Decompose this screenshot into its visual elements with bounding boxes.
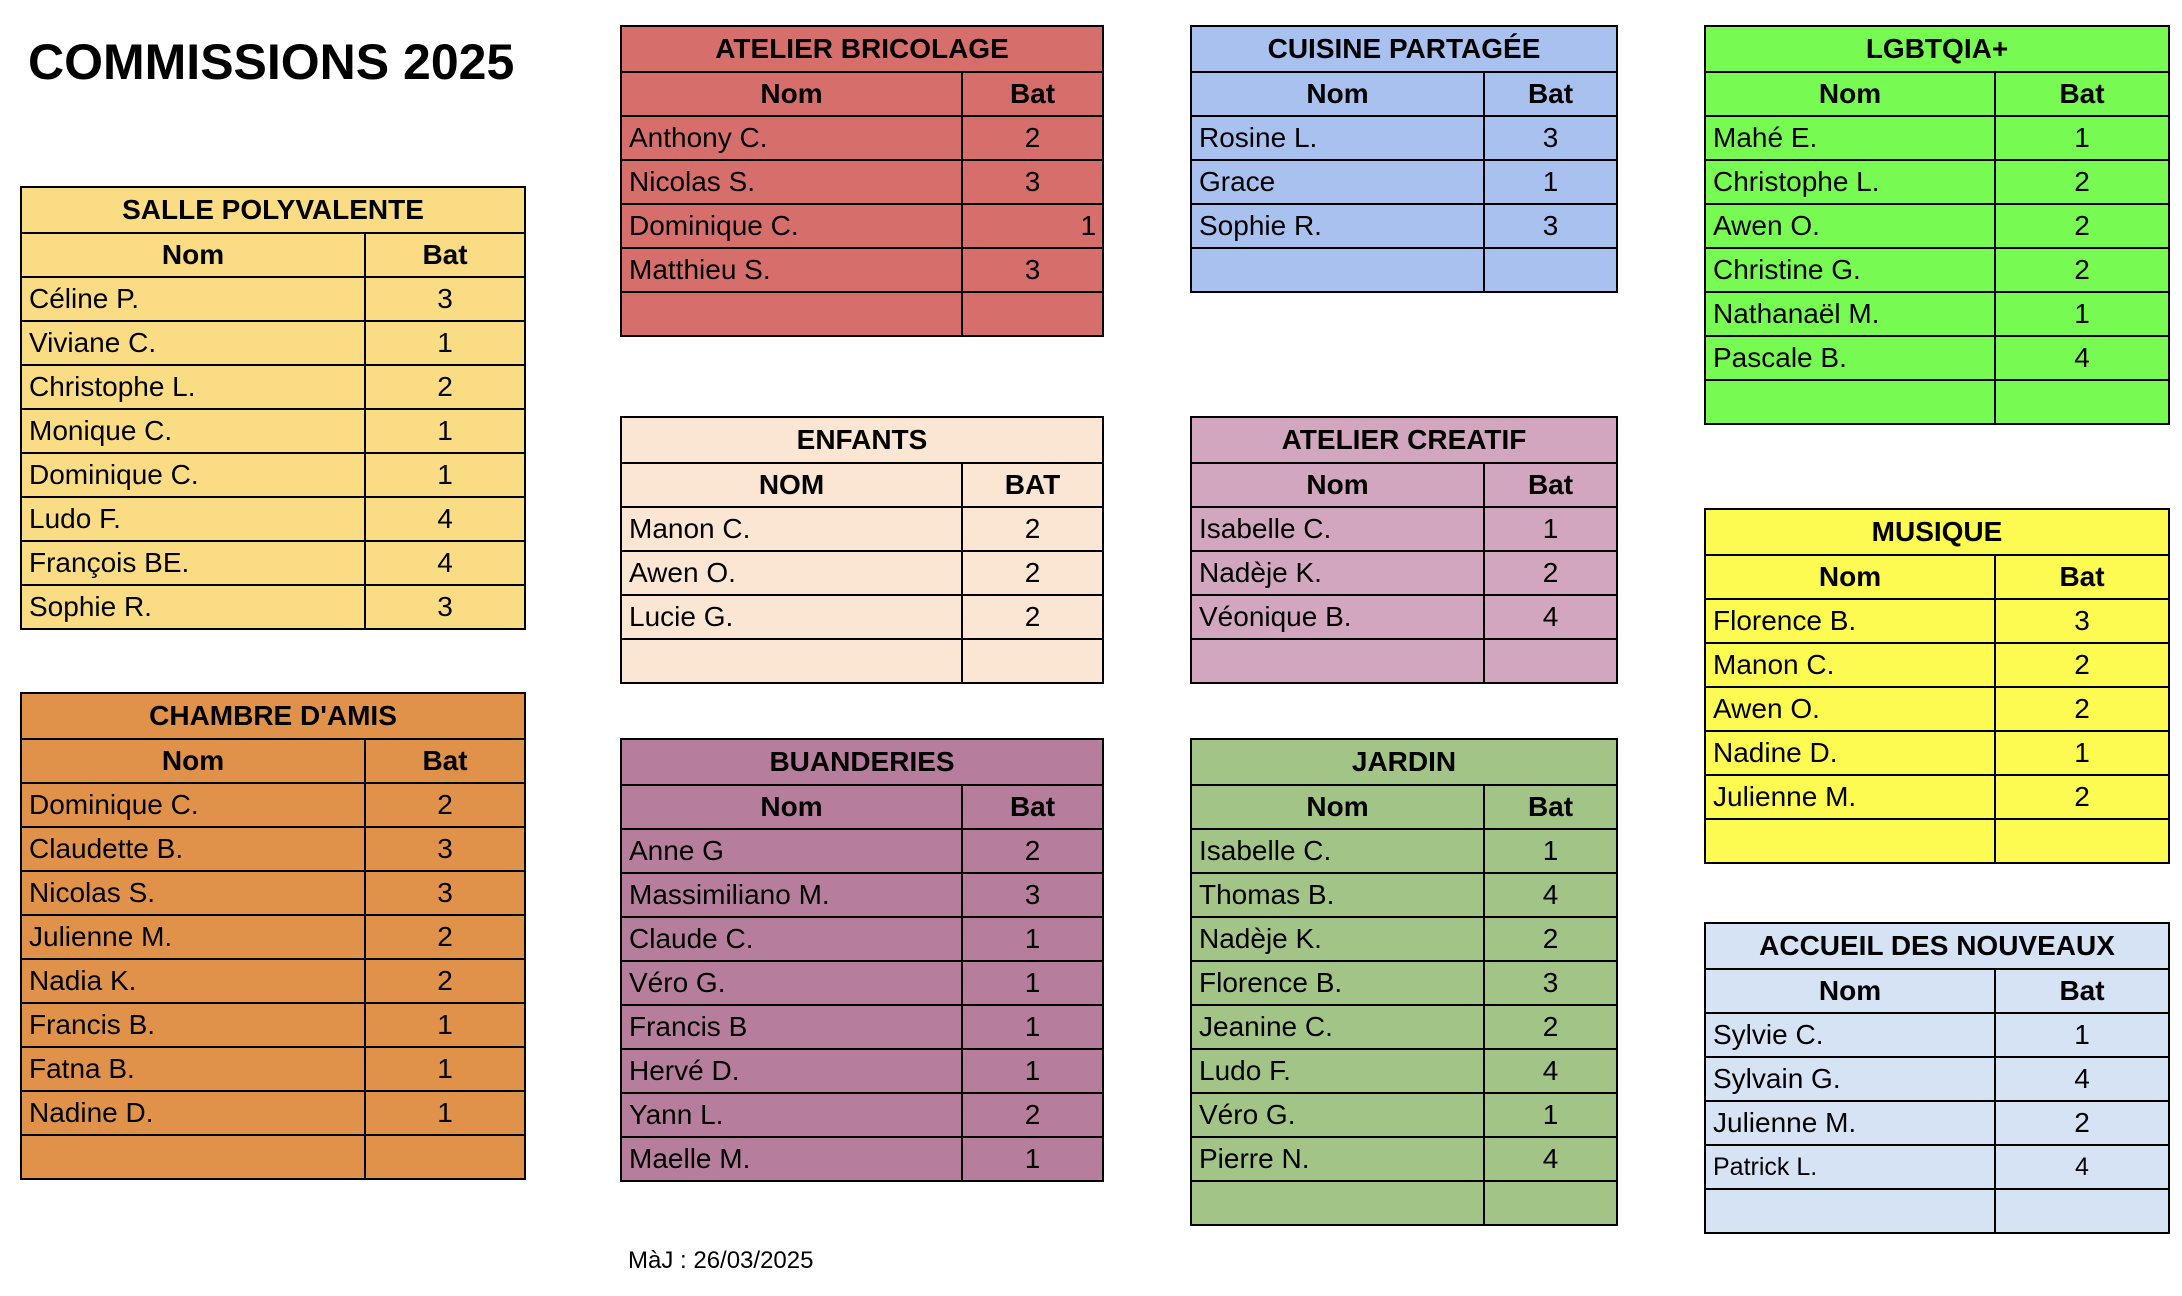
- table-row: [1705, 1145, 2169, 1189]
- member-name-cell: Christophe L.: [21, 365, 365, 409]
- building-number-cell: 4: [1484, 595, 1617, 639]
- column-header-name: NOM: [621, 463, 962, 507]
- table-row: [21, 871, 525, 915]
- table-title: JARDIN: [1191, 739, 1617, 785]
- table-row: [1191, 116, 1617, 160]
- commission-table-enfants: [620, 416, 1104, 684]
- table-row: [1705, 687, 2169, 731]
- table-row: [1705, 819, 2169, 863]
- table-title-row: [1191, 26, 1617, 72]
- building-number-cell: 3: [1995, 599, 2169, 643]
- member-name-cell: [621, 639, 962, 683]
- column-header-bat: Bat: [1484, 72, 1617, 116]
- member-name-cell: Pierre N.: [1191, 1137, 1484, 1181]
- table-title: ATELIER CREATIF: [1191, 417, 1617, 463]
- table-title: MUSIQUE: [1705, 509, 2169, 555]
- member-name-cell: Sylvie C.: [1705, 1013, 1995, 1057]
- building-number-cell: 4: [1484, 873, 1617, 917]
- member-name-cell: Nathanaël M.: [1705, 292, 1995, 336]
- building-number-cell: 3: [365, 871, 525, 915]
- table-row: [1705, 336, 2169, 380]
- table-row: [621, 248, 1103, 292]
- table-row: [1191, 551, 1617, 595]
- column-header-bat: Bat: [365, 233, 525, 277]
- table-title: SALLE POLYVALENTE: [21, 187, 525, 233]
- table-row: [1191, 639, 1617, 683]
- table-row: [21, 585, 525, 629]
- column-header-name: Nom: [1191, 72, 1484, 116]
- table-row: [621, 1005, 1103, 1049]
- table-row: [621, 1093, 1103, 1137]
- building-number-cell: 4: [1995, 336, 2169, 380]
- table-row: [621, 116, 1103, 160]
- table-title: ATELIER BRICOLAGE: [621, 26, 1103, 72]
- member-name-cell: [1191, 639, 1484, 683]
- table-row: [1705, 643, 2169, 687]
- member-name-cell: Mahé E.: [1705, 116, 1995, 160]
- building-number-cell: 1: [1995, 292, 2169, 336]
- building-number-cell: 1: [365, 1003, 525, 1047]
- table-row: [621, 829, 1103, 873]
- building-number-cell: 4: [365, 497, 525, 541]
- member-name-cell: Sophie R.: [21, 585, 365, 629]
- table-row: [1191, 873, 1617, 917]
- table-row: [1191, 595, 1617, 639]
- building-number-cell: 3: [1484, 961, 1617, 1005]
- building-number-cell: 1: [962, 1137, 1103, 1181]
- member-name-cell: Awen O.: [1705, 687, 1995, 731]
- member-name-cell: [21, 1135, 365, 1179]
- building-number-cell: [1484, 248, 1617, 292]
- member-name-cell: Dominique C.: [621, 204, 962, 248]
- building-number-cell: 1: [1484, 507, 1617, 551]
- member-name-cell: Isabelle C.: [1191, 507, 1484, 551]
- commission-table-buanderies: [620, 738, 1104, 1182]
- update-date-note: MàJ : 26/03/2025: [628, 1247, 814, 1274]
- table-row: [21, 1047, 525, 1091]
- building-number-cell: 1: [962, 204, 1103, 248]
- building-number-cell: 4: [1484, 1137, 1617, 1181]
- table-row: [21, 321, 525, 365]
- table-row: [1705, 731, 2169, 775]
- table-row: [21, 541, 525, 585]
- member-name-cell: Dominique C.: [21, 453, 365, 497]
- table-header-row: [1191, 463, 1617, 507]
- building-number-cell: [1995, 1189, 2169, 1233]
- member-name-cell: Julienne M.: [1705, 775, 1995, 819]
- member-name-cell: [1705, 819, 1995, 863]
- building-number-cell: 2: [1484, 551, 1617, 595]
- table-row: [21, 827, 525, 871]
- table-header-row: [621, 785, 1103, 829]
- column-header-name: Nom: [21, 233, 365, 277]
- member-name-cell: Julienne M.: [21, 915, 365, 959]
- table-title: ACCUEIL DES NOUVEAUX: [1705, 923, 2169, 969]
- building-number-cell: 2: [1995, 643, 2169, 687]
- member-name-cell: Anthony C.: [621, 116, 962, 160]
- member-name-cell: Awen O.: [1705, 204, 1995, 248]
- table-title: CUISINE PARTAGÉE: [1191, 26, 1617, 72]
- table-row: [21, 783, 525, 827]
- table-row: [21, 915, 525, 959]
- table-row: [1705, 1057, 2169, 1101]
- building-number-cell: 3: [962, 160, 1103, 204]
- building-number-cell: 2: [962, 116, 1103, 160]
- member-name-cell: Ludo F.: [21, 497, 365, 541]
- commission-table-atelier-creatif: [1190, 416, 1618, 684]
- table-row: [1705, 116, 2169, 160]
- building-number-cell: 3: [1484, 204, 1617, 248]
- table-row: [21, 1135, 525, 1179]
- table-row: [621, 292, 1103, 336]
- building-number-cell: 1: [1995, 1013, 2169, 1057]
- member-name-cell: Awen O.: [621, 551, 962, 595]
- member-name-cell: Véro G.: [1191, 1093, 1484, 1137]
- member-name-cell: Claude C.: [621, 917, 962, 961]
- building-number-cell: 2: [1995, 248, 2169, 292]
- table-row: [1191, 917, 1617, 961]
- column-header-name: Nom: [1705, 72, 1995, 116]
- building-number-cell: 4: [1484, 1049, 1617, 1093]
- member-name-cell: Maelle M.: [621, 1137, 962, 1181]
- table-row: [1191, 1093, 1617, 1137]
- table-title-row: [1705, 26, 2169, 72]
- member-name-cell: Monique C.: [21, 409, 365, 453]
- column-header-name: Nom: [1191, 463, 1484, 507]
- table-title-row: [1191, 739, 1617, 785]
- member-name-cell: Isabelle C.: [1191, 829, 1484, 873]
- table-row: [621, 160, 1103, 204]
- member-name-cell: Florence B.: [1705, 599, 1995, 643]
- column-header-bat: Bat: [365, 739, 525, 783]
- member-name-cell: Massimiliano M.: [621, 873, 962, 917]
- building-number-cell: 3: [365, 827, 525, 871]
- member-name-cell: Pascale B.: [1705, 336, 1995, 380]
- table-row: [621, 961, 1103, 1005]
- table-row: [21, 1003, 525, 1047]
- building-number-cell: 1: [1995, 731, 2169, 775]
- member-name-cell: Manon C.: [1705, 643, 1995, 687]
- column-header-bat: Bat: [1995, 555, 2169, 599]
- table-title-row: [21, 187, 525, 233]
- member-name-cell: Christine G.: [1705, 248, 1995, 292]
- member-name-cell: Nicolas S.: [621, 160, 962, 204]
- building-number-cell: 2: [1484, 1005, 1617, 1049]
- building-number-cell: 1: [1484, 829, 1617, 873]
- building-number-cell: 1: [1484, 160, 1617, 204]
- building-number-cell: [962, 292, 1103, 336]
- page-title: COMMISSIONS 2025: [28, 34, 515, 90]
- building-number-cell: 1: [962, 917, 1103, 961]
- table-row: [621, 507, 1103, 551]
- building-number-cell: 2: [1995, 775, 2169, 819]
- table-header-row: [1705, 555, 2169, 599]
- column-header-name: Nom: [1705, 555, 1995, 599]
- table-row: [1191, 204, 1617, 248]
- table-row: [1191, 829, 1617, 873]
- building-number-cell: 2: [365, 365, 525, 409]
- table-row: [1191, 961, 1617, 1005]
- table-row: [1705, 292, 2169, 336]
- member-name-cell: Grace: [1191, 160, 1484, 204]
- column-header-name: Nom: [21, 739, 365, 783]
- table-row: [1191, 1049, 1617, 1093]
- member-name-cell: Sophie R.: [1191, 204, 1484, 248]
- table-row: [621, 1049, 1103, 1093]
- member-name-cell: Julienne M.: [1705, 1101, 1995, 1145]
- member-name-cell: Céline P.: [21, 277, 365, 321]
- building-number-cell: 2: [1995, 160, 2169, 204]
- building-number-cell: 1: [365, 321, 525, 365]
- member-name-cell: Thomas B.: [1191, 873, 1484, 917]
- table-header-row: [21, 739, 525, 783]
- table-row: [1705, 204, 2169, 248]
- building-number-cell: 1: [962, 1049, 1103, 1093]
- building-number-cell: 2: [1995, 687, 2169, 731]
- member-name-cell: Jeanine C.: [1191, 1005, 1484, 1049]
- member-name-cell: Lucie G.: [621, 595, 962, 639]
- building-number-cell: 2: [962, 507, 1103, 551]
- member-name-cell: [621, 292, 962, 336]
- building-number-cell: 1: [962, 961, 1103, 1005]
- table-row: [1191, 507, 1617, 551]
- member-name-cell: Florence B.: [1191, 961, 1484, 1005]
- table-header-row: [1191, 785, 1617, 829]
- member-name-cell: Fatna B.: [21, 1047, 365, 1091]
- column-header-name: Nom: [1705, 969, 1995, 1013]
- table-row: [621, 204, 1103, 248]
- building-number-cell: 2: [1995, 1101, 2169, 1145]
- building-number-cell: 2: [1995, 204, 2169, 248]
- table-row: [621, 1137, 1103, 1181]
- member-name-cell: [1705, 380, 1995, 424]
- building-number-cell: 1: [365, 453, 525, 497]
- member-name-cell: Hervé D.: [621, 1049, 962, 1093]
- building-number-cell: [1995, 819, 2169, 863]
- commission-table-accueil-nouveaux: [1704, 922, 2170, 1234]
- table-row: [21, 497, 525, 541]
- table-row: [1191, 1005, 1617, 1049]
- table-row: [1705, 775, 2169, 819]
- table-title-row: [21, 693, 525, 739]
- building-number-cell: 1: [1484, 1093, 1617, 1137]
- member-name-cell: Matthieu S.: [621, 248, 962, 292]
- table-header-row: [621, 72, 1103, 116]
- table-row: [1705, 1013, 2169, 1057]
- table-row: [621, 639, 1103, 683]
- building-number-cell: 2: [962, 1093, 1103, 1137]
- commission-table-salle-polyvalente: [20, 186, 526, 630]
- table-row: [1705, 599, 2169, 643]
- building-number-cell: [365, 1135, 525, 1179]
- column-header-name: Nom: [1191, 785, 1484, 829]
- building-number-cell: 2: [365, 959, 525, 1003]
- building-number-cell: 3: [1484, 116, 1617, 160]
- table-row: [21, 453, 525, 497]
- member-name-cell: Nadine D.: [1705, 731, 1995, 775]
- column-header-bat: Bat: [962, 72, 1103, 116]
- column-header-bat: Bat: [1484, 463, 1617, 507]
- column-header-bat: Bat: [1995, 72, 2169, 116]
- table-row: [621, 551, 1103, 595]
- table-title: BUANDERIES: [621, 739, 1103, 785]
- commission-table-musique: [1704, 508, 2170, 864]
- table-header-row: [621, 463, 1103, 507]
- table-row: [21, 365, 525, 409]
- table-row: [1705, 1189, 2169, 1233]
- building-number-cell: 3: [365, 585, 525, 629]
- building-number-cell: 1: [1995, 116, 2169, 160]
- building-number-cell: 3: [962, 248, 1103, 292]
- building-number-cell: [1484, 1181, 1617, 1225]
- member-name-cell: [1705, 1189, 1995, 1233]
- member-name-cell: Rosine L.: [1191, 116, 1484, 160]
- member-name-cell: Manon C.: [621, 507, 962, 551]
- member-name-cell: Claudette B.: [21, 827, 365, 871]
- table-header-row: [21, 233, 525, 277]
- building-number-cell: 4: [365, 541, 525, 585]
- building-number-cell: 1: [365, 1047, 525, 1091]
- commission-table-jardin: [1190, 738, 1618, 1226]
- member-name-cell: Francis B.: [21, 1003, 365, 1047]
- table-row: [21, 1091, 525, 1135]
- building-number-cell: 2: [365, 915, 525, 959]
- table-title-row: [621, 417, 1103, 463]
- table-row: [1705, 1101, 2169, 1145]
- member-name-cell: François BE.: [21, 541, 365, 585]
- column-header-name: Nom: [621, 785, 962, 829]
- building-number-cell: 2: [365, 783, 525, 827]
- member-name-cell: Nadia K.: [21, 959, 365, 1003]
- table-row: [621, 917, 1103, 961]
- commission-table-atelier-bricolage: [620, 25, 1104, 337]
- table-header-row: [1191, 72, 1617, 116]
- building-number-cell: 1: [365, 1091, 525, 1135]
- column-header-bat: BAT: [962, 463, 1103, 507]
- building-number-cell: 2: [1484, 917, 1617, 961]
- commission-table-chambre-amis: [20, 692, 526, 1180]
- member-name-cell: Ludo F.: [1191, 1049, 1484, 1093]
- column-header-bat: Bat: [1995, 969, 2169, 1013]
- member-name-cell: Francis B: [621, 1005, 962, 1049]
- table-row: [1705, 248, 2169, 292]
- member-name-cell: Véro G.: [621, 961, 962, 1005]
- member-name-cell: [1191, 248, 1484, 292]
- building-number-cell: 1: [365, 409, 525, 453]
- table-row: [1705, 160, 2169, 204]
- member-name-cell: Christophe L.: [1705, 160, 1995, 204]
- table-header-row: [1705, 969, 2169, 1013]
- table-row: [21, 277, 525, 321]
- table-title-row: [1705, 923, 2169, 969]
- commission-table-cuisine-partagee: [1190, 25, 1618, 293]
- table-title-row: [621, 739, 1103, 785]
- building-number-cell: [1995, 380, 2169, 424]
- column-header-name: Nom: [621, 72, 962, 116]
- building-number-cell: 1: [962, 1005, 1103, 1049]
- table-row: [21, 959, 525, 1003]
- table-row: [1191, 1181, 1617, 1225]
- member-name-cell: Viviane C.: [21, 321, 365, 365]
- building-number-cell: 4: [1995, 1057, 2169, 1101]
- building-number-cell: 2: [962, 551, 1103, 595]
- building-number-cell: [962, 639, 1103, 683]
- member-name-cell: Patrick L.: [1705, 1145, 1995, 1189]
- member-name-cell: Véonique B.: [1191, 595, 1484, 639]
- building-number-cell: [1484, 639, 1617, 683]
- table-row: [1191, 248, 1617, 292]
- commission-table-lgbtqia: [1704, 25, 2170, 425]
- member-name-cell: Yann L.: [621, 1093, 962, 1137]
- table-title-row: [1705, 509, 2169, 555]
- member-name-cell: Nadèje K.: [1191, 917, 1484, 961]
- column-header-bat: Bat: [962, 785, 1103, 829]
- table-title: LGBTQIA+: [1705, 26, 2169, 72]
- building-number-cell: 3: [962, 873, 1103, 917]
- member-name-cell: [1191, 1181, 1484, 1225]
- table-row: [21, 409, 525, 453]
- table-header-row: [1705, 72, 2169, 116]
- building-number-cell: 3: [365, 277, 525, 321]
- member-name-cell: Dominique C.: [21, 783, 365, 827]
- table-row: [621, 595, 1103, 639]
- member-name-cell: Sylvain G.: [1705, 1057, 1995, 1101]
- table-row: [1191, 1137, 1617, 1181]
- table-row: [1705, 380, 2169, 424]
- column-header-bat: Bat: [1484, 785, 1617, 829]
- member-name-cell: Nadèje K.: [1191, 551, 1484, 595]
- table-row: [1191, 160, 1617, 204]
- member-name-cell: Nadine D.: [21, 1091, 365, 1135]
- building-number-cell: 4: [1995, 1145, 2169, 1189]
- member-name-cell: Nicolas S.: [21, 871, 365, 915]
- table-title-row: [1191, 417, 1617, 463]
- table-title: ENFANTS: [621, 417, 1103, 463]
- table-row: [621, 873, 1103, 917]
- table-title: CHAMBRE D'AMIS: [21, 693, 525, 739]
- building-number-cell: 2: [962, 829, 1103, 873]
- building-number-cell: 2: [962, 595, 1103, 639]
- table-title-row: [621, 26, 1103, 72]
- member-name-cell: Anne G: [621, 829, 962, 873]
